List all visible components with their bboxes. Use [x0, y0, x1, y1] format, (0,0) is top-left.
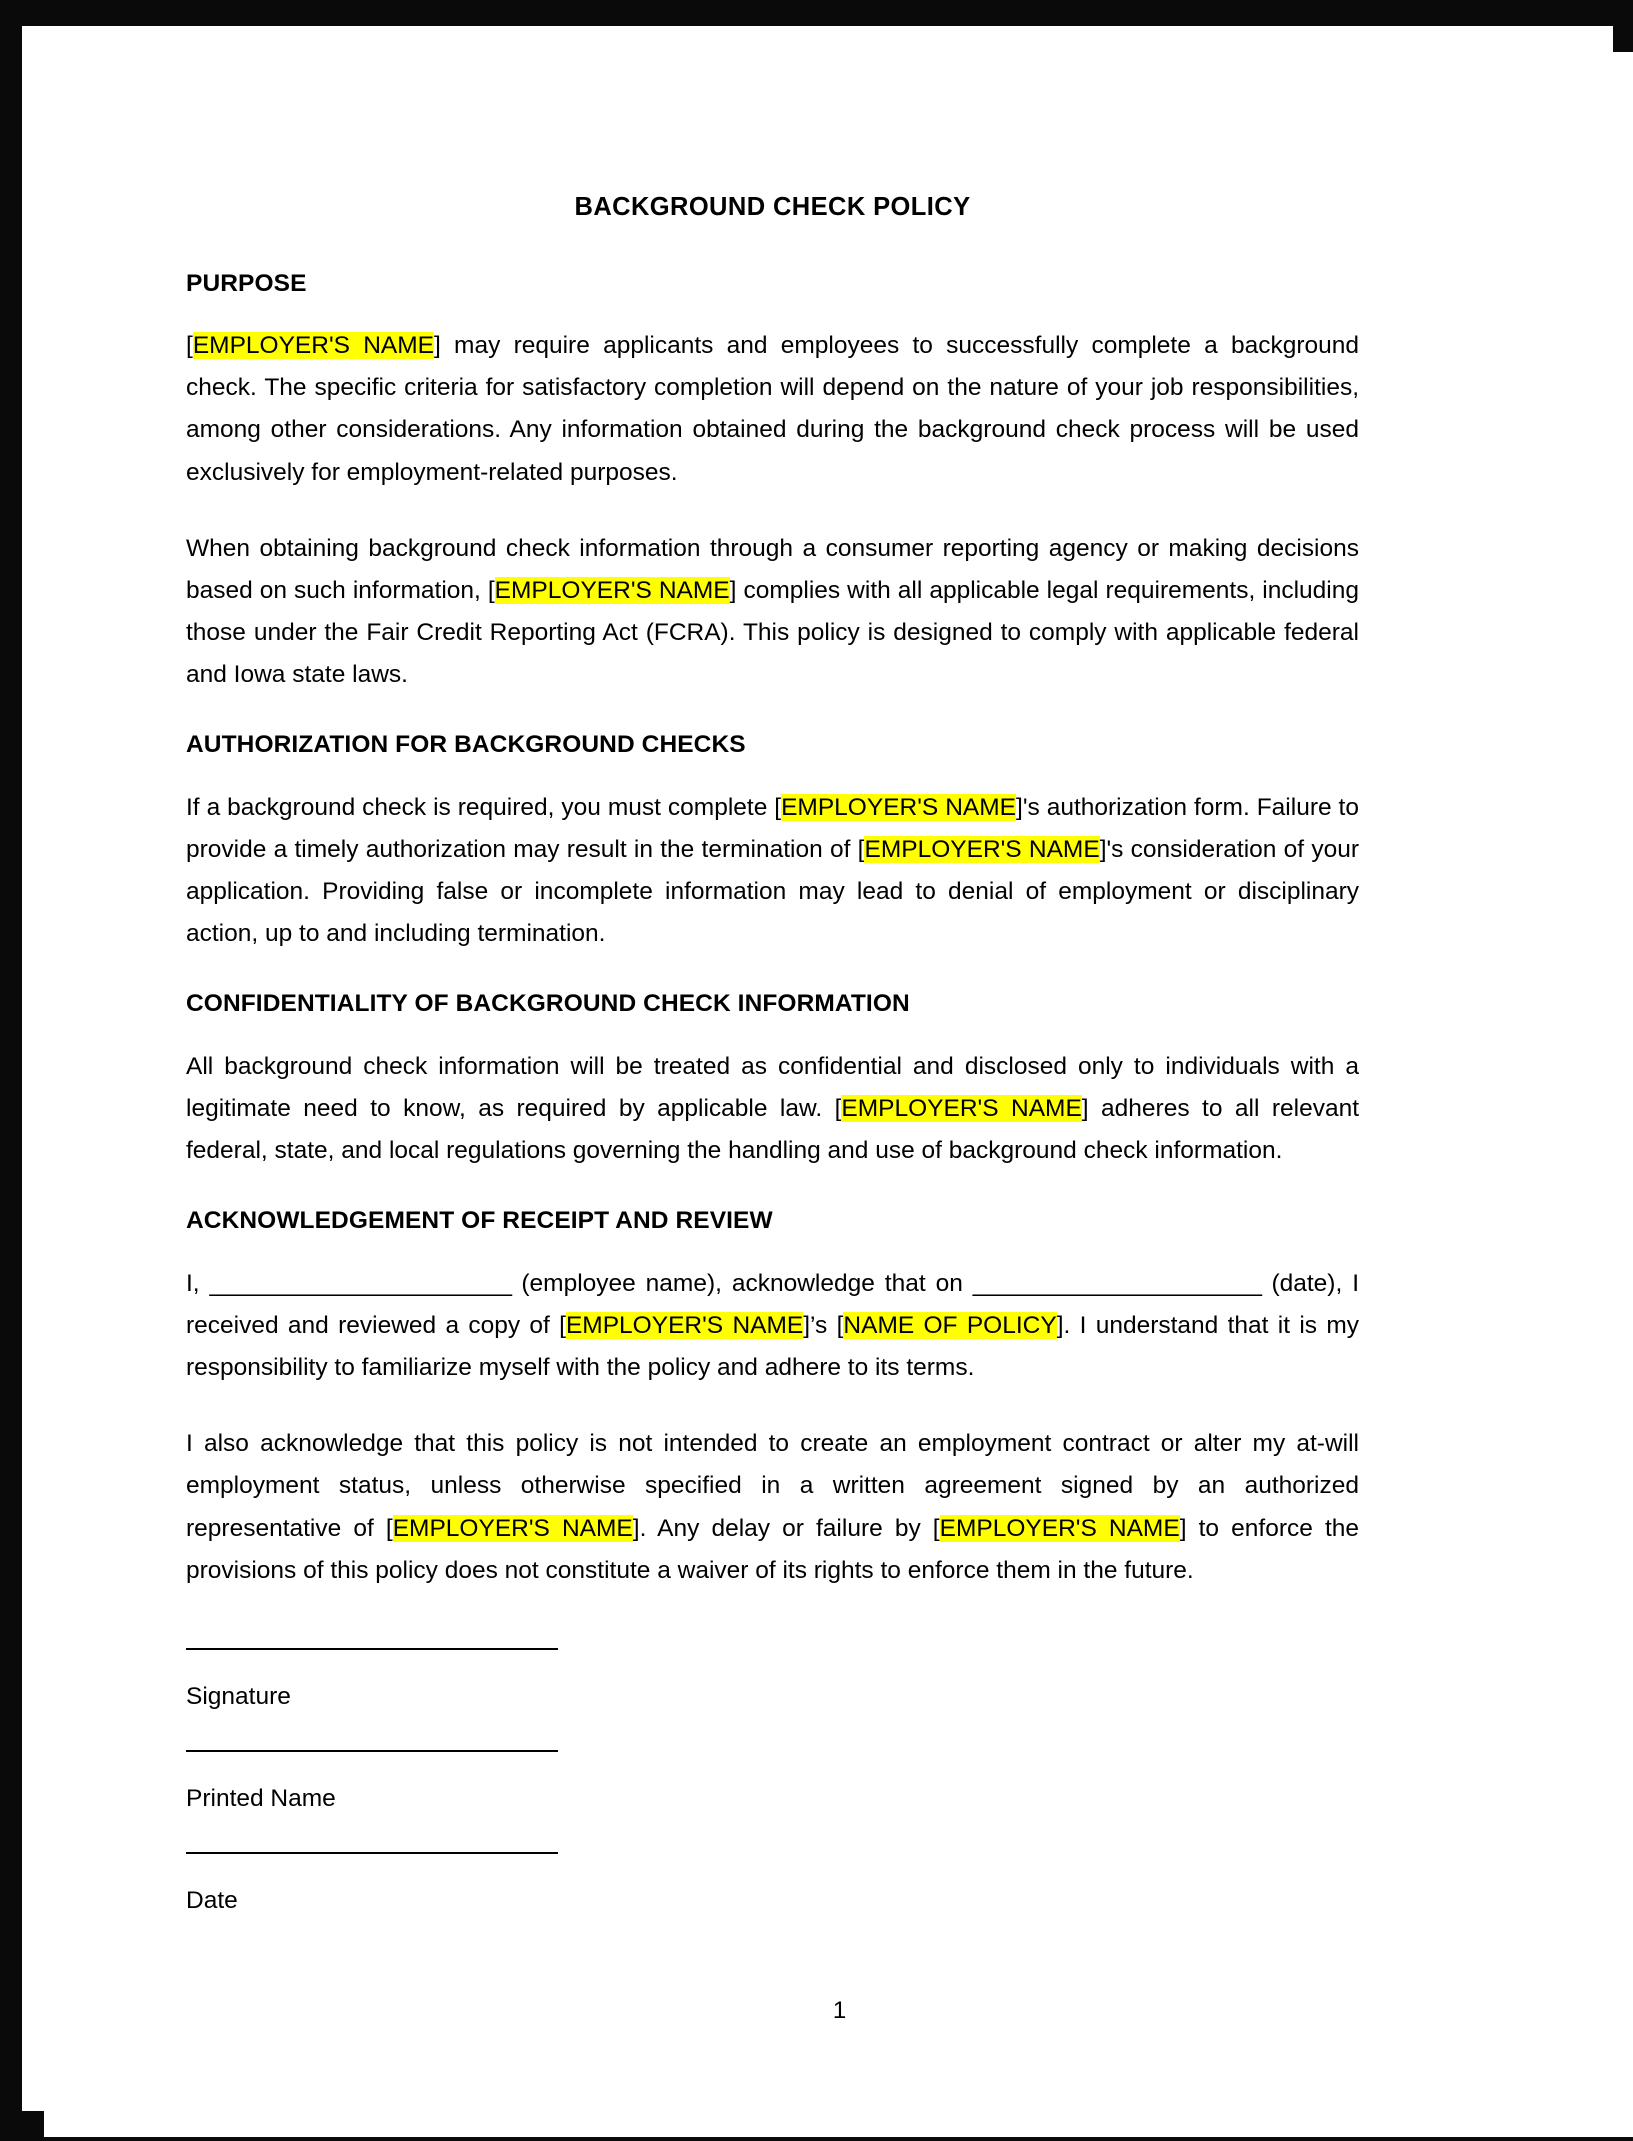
- ack-p1-mid1: (employee name), acknowledge that on: [511, 1269, 973, 1297]
- ack-p1-mid2: (date), I received and reviewed a copy of [: [186, 1269, 1360, 1340]
- section-heading-purpose: PURPOSE: [186, 269, 307, 297]
- authorization-p1-mid: ]'s authorization form. Failure to provide a timely authorization may result in the termination of [: [186, 793, 1359, 863]
- confidentiality-p1-post: ] adheres to all relevant federal, state, and local regulations governing the handling and use of background check information.: [186, 1095, 1360, 1165]
- purpose-p2-pre: When obtaining background check information through a consumer reporting agency or making decisions based on such information, [: [186, 534, 1359, 604]
- placeholder-employer-name: EMPLOYER'S NAME: [192, 332, 435, 360]
- purpose-paragraph-1: [186, 325, 1359, 494]
- printed-name-line[interactable]: [186, 1750, 558, 1752]
- section-heading-confidentiality: CONFIDENTIALITY OF BACKGROUND CHECK INFORMATION: [186, 990, 910, 1018]
- page-number-footer: 1: [832, 1997, 847, 2024]
- section-acknowledgement: [186, 1206, 1359, 1592]
- employee-name-blank[interactable]: _______________________: [209, 1269, 512, 1297]
- date-field-group: [186, 1852, 1359, 1918]
- date-label: Date: [186, 1887, 238, 1915]
- date-blank[interactable]: ______________________: [972, 1269, 1262, 1297]
- signature-block: [186, 1648, 1359, 1919]
- ack-p1-pre: I,: [186, 1269, 210, 1297]
- ack-p2-mid: ]. Any delay or failure by [: [632, 1514, 940, 1542]
- placeholder-employer-name: EMPLOYER'S NAME: [781, 793, 1017, 821]
- ack-p1-post: ]. I understand that it is my responsibility to familiarize myself with the policy and adhere to its terms.: [186, 1312, 1359, 1382]
- section-confidentiality: [186, 989, 1359, 1172]
- signature-field-group: [186, 1648, 1359, 1714]
- authorization-paragraph-1: [186, 787, 1359, 956]
- purpose-p1-text: ] may require applicants and employees to successfully complete a background check. The specific criteria for satisfactory completion will depend on the nature of your job responsibilities, among other considerations. Any information obtained during the background check process will be used exclusively for employment-related purposes.: [186, 332, 1360, 486]
- placeholder-employer-name: EMPLOYER'S NAME: [864, 835, 1100, 863]
- confidentiality-paragraph-1: [186, 1046, 1359, 1172]
- placeholder-employer-name: EMPLOYER'S NAME: [939, 1514, 1180, 1542]
- acknowledgement-paragraph-2: [186, 1423, 1359, 1592]
- placeholder-employer-name: EMPLOYER'S NAME: [494, 576, 730, 604]
- authorization-p1-pre: If a background check is required, you must complete [: [186, 793, 782, 821]
- acknowledgement-paragraph-1: [186, 1263, 1359, 1389]
- section-heading-acknowledgement: ACKNOWLEDGEMENT OF RECEIPT AND REVIEW: [186, 1207, 773, 1235]
- placeholder-employer-name: EMPLOYER'S NAME: [392, 1514, 633, 1542]
- ack-p1-mid3: ]’s [: [803, 1312, 844, 1340]
- confidentiality-p1-pre: All background check information will be treated as confidential and disclosed only to individuals with a legitimate need to know, as required by applicable law. [: [186, 1052, 1359, 1123]
- ack-p2-post: ] to enforce the provisions of this policy does not constitute a waiver of its rights to enforce them in the future.: [186, 1514, 1360, 1584]
- placeholder-employer-name: EMPLOYER'S NAME: [841, 1095, 1082, 1123]
- page-title: BACKGROUND CHECK POLICY: [574, 193, 971, 221]
- section-heading-authorization: AUTHORIZATION FOR BACKGROUND CHECKS: [186, 731, 746, 759]
- ack-p2-pre: I also acknowledge that this policy is not intended to create an employment contract or alter my at-will employment status, unless otherwise specified in a written agreement signed by an authorized representative of [: [186, 1430, 1359, 1542]
- bracket-open: [: [186, 332, 193, 360]
- purpose-p2-text: ] complies with all applicable legal requirements, including those under the Fair Credit Reporting Act (FCRA). This policy is designed to comply with applicable federal and Iowa state laws.: [186, 576, 1359, 689]
- signature-line[interactable]: [186, 1648, 558, 1650]
- printed-name-label: Printed Name: [186, 1785, 336, 1813]
- section-purpose: [186, 269, 1359, 697]
- document-page: [44, 52, 1633, 2137]
- document-content: [186, 192, 1359, 1955]
- purpose-paragraph-2: [186, 528, 1359, 697]
- printed-name-field-group: [186, 1750, 1359, 1816]
- placeholder-employer-name: EMPLOYER'S NAME: [565, 1312, 804, 1340]
- placeholder-policy-name: NAME OF POLICY: [843, 1312, 1057, 1340]
- authorization-p1-post: ]'s consideration of your application. Providing false or incomplete information may lead to denial of employment or disciplinary action, up to and including termination.: [186, 835, 1359, 948]
- date-line[interactable]: [186, 1852, 558, 1854]
- section-authorization: [186, 730, 1359, 955]
- signature-label: Signature: [186, 1682, 291, 1710]
